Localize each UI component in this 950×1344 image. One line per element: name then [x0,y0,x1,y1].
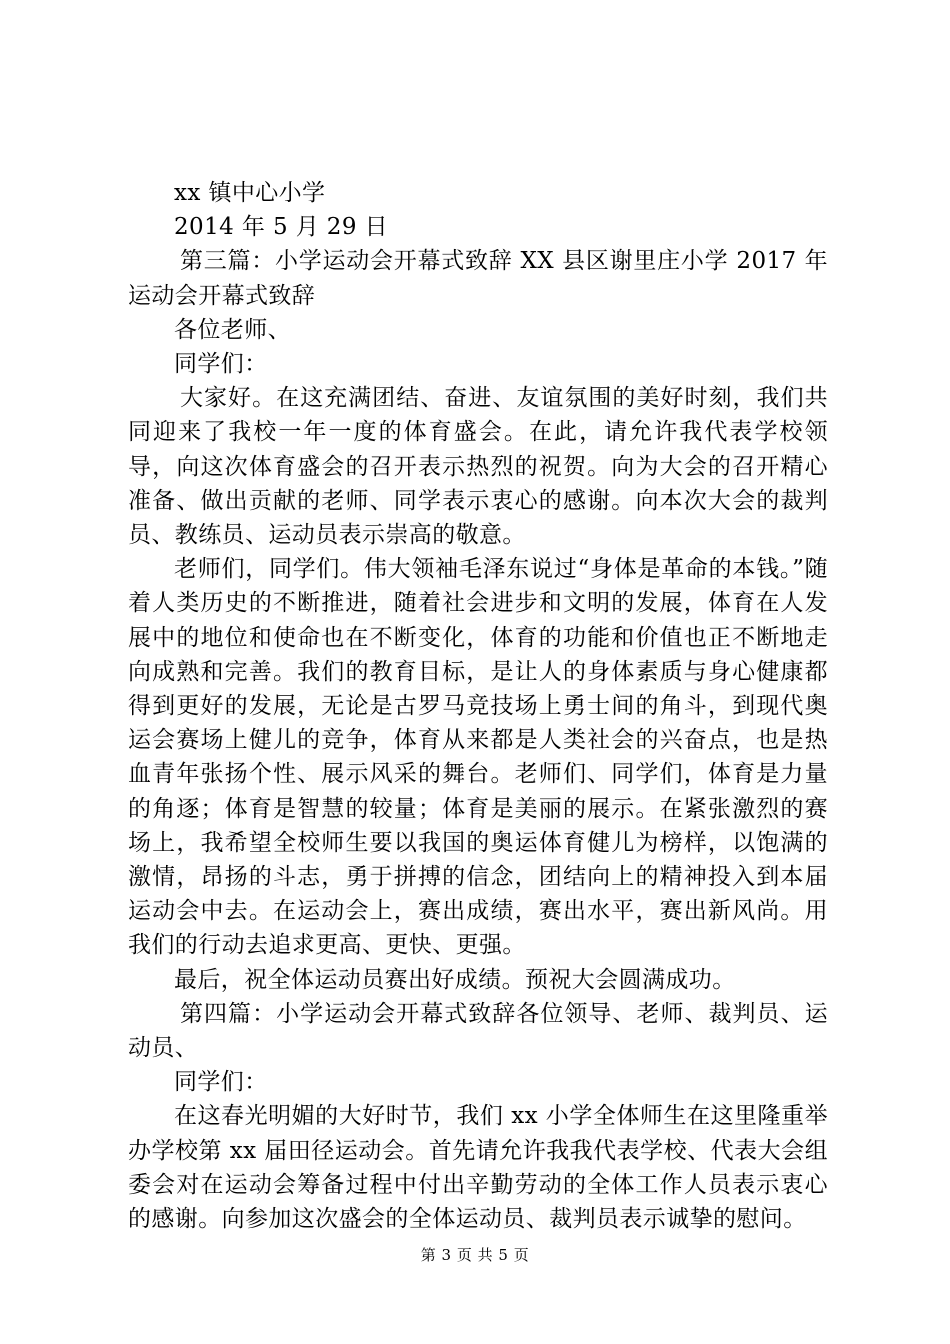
page-footer: 第 3 页 共 5 页 [420,1246,530,1264]
section4-paragraph: 在这春光明媚的大好时节，我们 xx 小学全体师生在这里隆重举办学校第 xx 届田径运动会。首先请允许我我代表学校、代表大会组委会对在运动会筹备过程中付出辛勤劳动的全体工作人员表示衷心的感谢。向参加这次盛会的全体运动员、裁判员表示诚挚的慰问。 [128,1103,828,1233]
document-body [128,176,828,1236]
section3-heading: 第三篇：小学运动会开幕式致辞 XX 县区谢里庄小学 2017 年运动会开幕式致辞 [128,248,828,309]
section3-paragraph: 大家好。在这充满团结、奋进、友谊氛围的美好时刻，我们共同迎来了我校一年一度的体育盛会。在此，请允许我代表学校领导，向这次体育盛会的召开表示热烈的祝贺。向为大会的召开精心准备、做出贡献的老师、同学表示衷心的感谢。向本次大会的裁判员、教练员、运动员表示崇高的敬意。 [128,385,828,549]
signature-date: 2014 年 5 月 29 日 [174,214,388,241]
section3-paragraph: 老师们，同学们。伟大领袖毛泽东说过“身体是革命的本钱。”随着人类历史的不断推进，随着社会进步和文明的发展，体育在人发展中的地位和使命也在不断变化，体育的功能和价值也正不断地走向成熟和完善。我们的教育目标，是让人的身体素质与身心健康都得到更好的发展，无论是古罗马竞技场上勇士间的角斗，到现代奥运会赛场上健儿的竞争，体育从来都是人类社会的兴奋点，也是热血青年张扬个性、展示风采的舞台。老师们、同学们，体育是力量的角逐；体育是智慧的较量；体育是美丽的展示。在紧张激烈的赛场上，我希望全校师生要以我国的奥运体育健儿为榜样，以饱满的激情，昂扬的斗志，勇于拼搏的信念，团结向上的精神投入到本届运动会中去。在运动会上，赛出成绩，赛出水平，赛出新风尚。用我们的行动去追求更高、更快、更强。 [128,556,828,959]
section3-salutation-teachers: 各位老师、 [174,316,291,343]
section3-paragraph: 最后，祝全体运动员赛出好成绩。预祝大会圆满成功。 [174,966,736,993]
section3-salutation-students: 同学们： [174,351,268,378]
section4-heading: 第四篇：小学运动会开幕式致辞各位领导、老师、裁判员、运动员、 [128,1000,828,1062]
section4-salutation: 同学们： [174,1069,268,1096]
signature-school: xx 镇中心小学 [174,180,326,206]
